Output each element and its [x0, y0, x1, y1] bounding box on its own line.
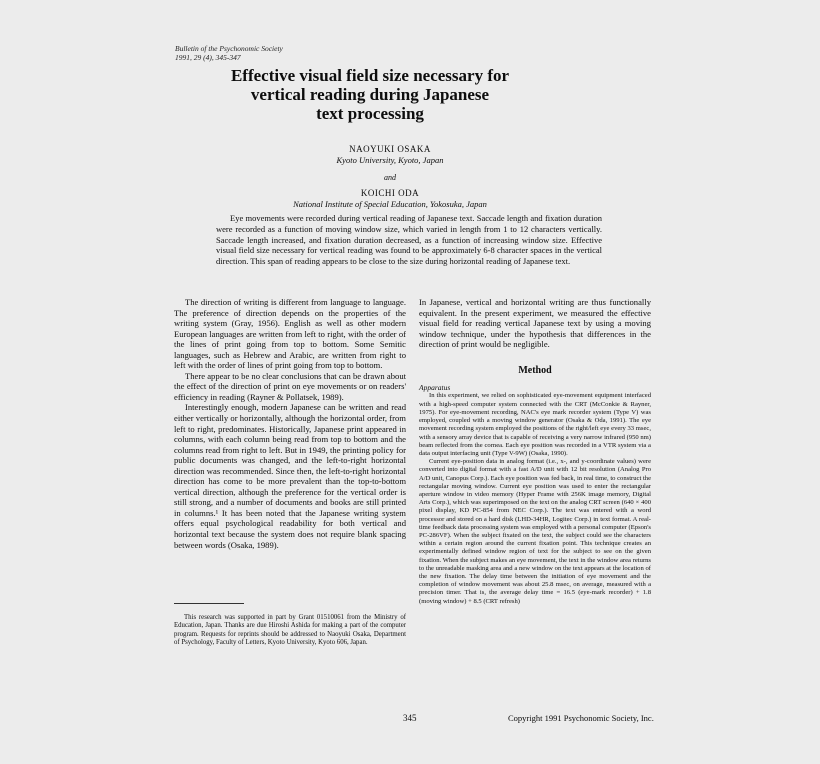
right-column	[419, 297, 651, 606]
author-2-name: KOICHI ODA	[360, 188, 420, 198]
author-conjunction: and	[384, 173, 396, 182]
body-paragraph: The direction of writing is different from language to language. The preference of direction depends on the properties of the writing system (Gray, 1956). English as well as other modern European languages are written from left to right, with the order of the lines of print going from top to bottom. Some Semitic languages, such as Hebrew and Arabic, are written from right to left with the order of lines of print going from top to bottom.	[174, 297, 406, 371]
body-paragraph: There appear to be no clear conclusions that can be drawn about the effect of the direction of print on eye movements or on readers' efficiency in reading (Rayner & Pollatsek, 1989).	[174, 370, 406, 402]
author-1-name: NAOYUKI OSAKA	[349, 144, 431, 154]
author-1-affiliation: Kyoto University, Kyoto, Japan	[336, 155, 444, 165]
journal-name: Bulletin of the Psychonomic Society	[175, 44, 283, 53]
copyright-notice: Copyright 1991 Psychonomic Society, Inc.	[508, 713, 654, 723]
apparatus-paragraph: In this experiment, we relied on sophisticated eye-movement equipment interfaced with a high-speed computer system connected with the CRT (McConkie & Rayner, 1975). For eye-movement recording, NAC's eye mark recorder system (Type V) was employed, coupled with a moving window generator (Osaka & Oda, 1991). The eye movement recording system employed the positions of the right/left eye every 33 msec, with a sensory array device that is capable of receiving a very narrow infrared (950 nm) beam reflected from the cornea. Each eye position was recorded in a VTR system via a data output interfacing unit (Type V-9W) (Osaka, 1990).	[419, 392, 651, 457]
title-line-2: vertical reading during Japanese	[250, 85, 490, 104]
author-block	[280, 144, 500, 210]
abstract: Eye movements were recorded during vertical reading of Japanese text. Saccade length and fixation duration were recorded as a function of moving window size, which varied in length from 1 to 12 characters vertically. Saccade length increased, and fixation duration decreased, as a function of increasing window size. Effective visual field size necessary for vertical reading was found to be approximately 6-8 character spaces in the vertical direction. This span of reading appears to be close to the size during horizontal reading of Japanese text.	[216, 213, 602, 267]
journal-citation	[175, 44, 283, 62]
journal-volume: 1991, 29 (4), 345-347	[175, 53, 241, 62]
footnote: This research was supported in part by Grant 01510061 from the Ministry of Education, Japan. Thanks are due Hiroshi Ashida for making a part of the computer program. Requests for reprints should be addressed to Naoyuki Osaka, Department of Psychology, Faculty of Letters, Kyoto University, Kyoto 606, Japan.	[174, 614, 406, 647]
left-column	[174, 297, 406, 550]
apparatus-heading: Apparatus	[419, 383, 451, 393]
author-2-affiliation: National Institute of Special Education, Yokosuka, Japan	[293, 199, 487, 209]
title-line-3: text processing	[316, 104, 424, 123]
apparatus-paragraph: Current eye-position data in analog format (i.e., x-, and y-coordinate values) were converted into digital format with a fast A/D unit with 12 bit resolution (Analog Pro A/D unit, Canopus Corp.). Each eye position was fed back, in real time, to construct the rectangular moving window. Current eye position was used to enter the rectangular aperture window in video memory (Hyper Frame with 256K image memory, Digital Arts Corp.), which was superimposed on the text on the analog CRT screen (640 × 400 pixel display, KD PC-854 from NEC Corp.). The text was entered with a word processor and stored on a hard disk (LHD-34HR, Logitec Corp.) in text format. A real-time feedback data processing system was employed with a personal computer (Epson's PC-286VF). When the subject fixated on the text, the subject could see the characters within a certain region around the current fixation point. This technique creates an experimentally defined window region of text for the subject to see on the given fixation. When the subject makes an eye movement, the text in the window area returns to the unreadable masking area and a new window on the text appears at the location of the new fixation. The delay time between the initiation of eye movement and the completion of window movement was about 25.8 msec, on average, measured with a precision timer. That is, the average delay time = 16.5 (eye-mark recorder) + 1.8 (moving window) + 8.5 (CRT refresh)	[419, 458, 651, 605]
intro-paragraph: In Japanese, vertical and horizontal writing are thus functionally equivalent. In the present experiment, we measured the effective visual field for reading vertical Japanese text by using a moving window technique, under the hypothesis that differences in the direction of print would be negligible.	[419, 297, 651, 350]
title-line-1: Effective visual field size necessary for	[230, 66, 510, 85]
apparatus-section	[419, 384, 651, 605]
page-number: 345	[403, 713, 417, 723]
method-heading: Method	[518, 364, 552, 376]
body-paragraph: Interestingly enough, modern Japanese can be written and read either vertically or horizontally, although the horizontal order, from left to right, predominates. Historically, Japanese print appeared in columns, with each column being read from top to bottom and the columns read from right to left. But in 1949, the printing policy for public documents was changed, and the left-to-right horizontal direction was recommended. Since then, the left-to-right horizontal direction has come to be more prevalent than the top-to-bottom vertical direction, although the preference for the vertical order is still strong, and a number of documents and books are still printed in columns.¹ It has been noted that the Japanese writing system offers equal psychological readability for both vertical and horizontal text because the system does not require blank spacing between words (Osaka, 1989).	[174, 402, 406, 550]
paper-title	[200, 66, 540, 123]
footnote-divider	[174, 603, 244, 604]
